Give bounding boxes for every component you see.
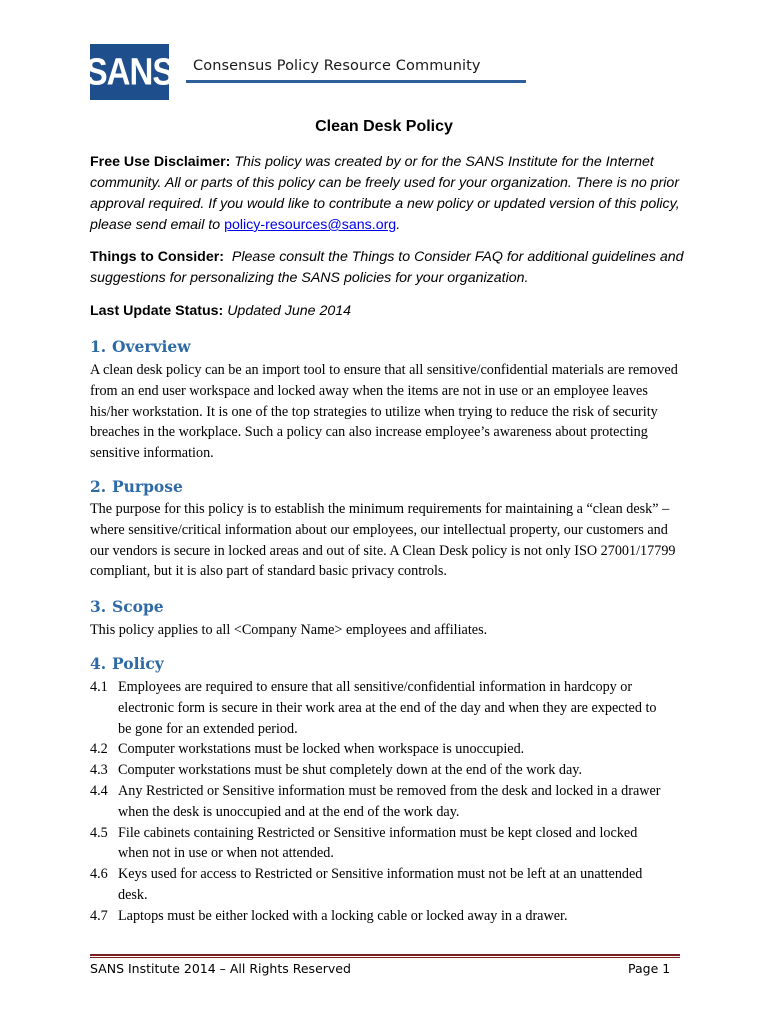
section-policy-heading [90, 654, 164, 673]
item-number: 4.7 [90, 907, 108, 924]
section-purpose-heading [90, 477, 183, 496]
disclaimer-text: This policy was created by or for the SANS Institute for the Internet community. All or parts of this policy can be freely used for your organization. There is no prior approval required. If you would like to contribute a new policy or updated version of this policy, please send email to [90, 154, 680, 233]
item-number: 4.3 [90, 762, 108, 779]
logo-text: SANS [85, 50, 174, 93]
update-text: Updated June 2014 [227, 303, 352, 319]
header-rule [186, 80, 526, 83]
item-number: 4.2 [90, 741, 108, 758]
list-item [90, 760, 690, 781]
item-text: Computer workstations must be locked when workspace is unoccupied. [118, 741, 525, 758]
item-text: File cabinets containing Restricted or Sensitive information must be kept closed and locked when not in use or when not attended. [118, 824, 638, 862]
item-text: Any Restricted or Sensitive information must be removed from the desk and locked in a drawer when the desk is unoccupied and at the end of the work day. [118, 782, 661, 820]
list-item [90, 906, 690, 927]
item-text: Laptops must be either locked with a locking cable or locked away in a drawer. [118, 907, 568, 924]
item-text: Keys used for access to Restricted or Sensitive information must not be left at an unattended desk. [118, 866, 643, 903]
update-paragraph [90, 301, 690, 322]
section-title: Purpose [112, 477, 183, 496]
footer-rule-thin [90, 957, 680, 958]
section-title: Overview [112, 337, 191, 356]
section-number: 2. [90, 477, 107, 496]
footer-copyright: SANS Institute 2014 – All Rights Reserved [90, 961, 351, 976]
footer-rule [90, 954, 680, 956]
disclaimer-paragraph [90, 152, 690, 236]
overview-text: A clean desk policy can be an import tool to ensure that all sensitive/confidential materials are removed from an end user workspace and locked away when the items are not in use or an employee leaves his/her workstation. It is one of the top strategies to utilize when trying to reduce the risk of security breaches in the workplace. Such a policy can also increase employee’s awareness about protecting sensitive information. [90, 362, 678, 462]
item-text: Employees are required to ensure that all sensitive/confidential information in hardcopy or electronic form is secure in their work area at the end of the day and when they are expected to be gone for an extended period. [118, 679, 657, 737]
disclaimer-end: . [396, 217, 401, 233]
header-title: Consensus Policy Resource Community [193, 58, 481, 74]
list-item [90, 823, 690, 865]
update-label: Last Update Status: [90, 303, 224, 319]
document-title: Clean Desk Policy [315, 118, 453, 135]
consider-text: Please consult the Things to Consider FAQ for additional guidelines and suggestions for personalizing the SANS policies for your organization. [90, 249, 684, 286]
item-number: 4.6 [90, 866, 108, 883]
item-number: 4.5 [90, 824, 108, 841]
item-number: 4.4 [90, 782, 108, 799]
section-number: 3. [90, 597, 107, 616]
section-overview-heading [90, 337, 191, 356]
list-item [90, 864, 690, 906]
item-text: Computer workstations must be shut completely down at the end of the work day. [118, 762, 583, 779]
section-scope-heading [90, 597, 164, 616]
policy-list [90, 677, 690, 927]
sans-logo [85, 44, 174, 100]
section-title: Scope [112, 597, 164, 616]
section-number: 4. [90, 654, 107, 673]
consider-paragraph [90, 247, 690, 289]
page-number: Page 1 [628, 961, 671, 976]
consider-label: Things to Consider: [90, 249, 224, 265]
purpose-text: The purpose for this policy is to establish the minimum requirements for maintaining a “clean desk” – where sensitive/critical information about our employees, our intellectual property, our customers and our vendors is secure in locked areas and out of site. A Clean Desk policy is not only ISO 27001/17799 compliant, but it is also part of standard basic privacy controls. [90, 501, 676, 580]
section-number: 1. [90, 337, 107, 356]
list-item [90, 677, 690, 739]
disclaimer-label: Free Use Disclaimer: [90, 154, 231, 170]
disclaimer-email-link[interactable]: policy-resources@sans.org [224, 217, 397, 233]
list-item [90, 781, 690, 823]
list-item [90, 739, 690, 760]
section-title: Policy [112, 654, 164, 673]
item-number: 4.1 [90, 679, 108, 695]
scope-text: This policy applies to all <Company Name> employees and affiliates. [90, 622, 488, 638]
